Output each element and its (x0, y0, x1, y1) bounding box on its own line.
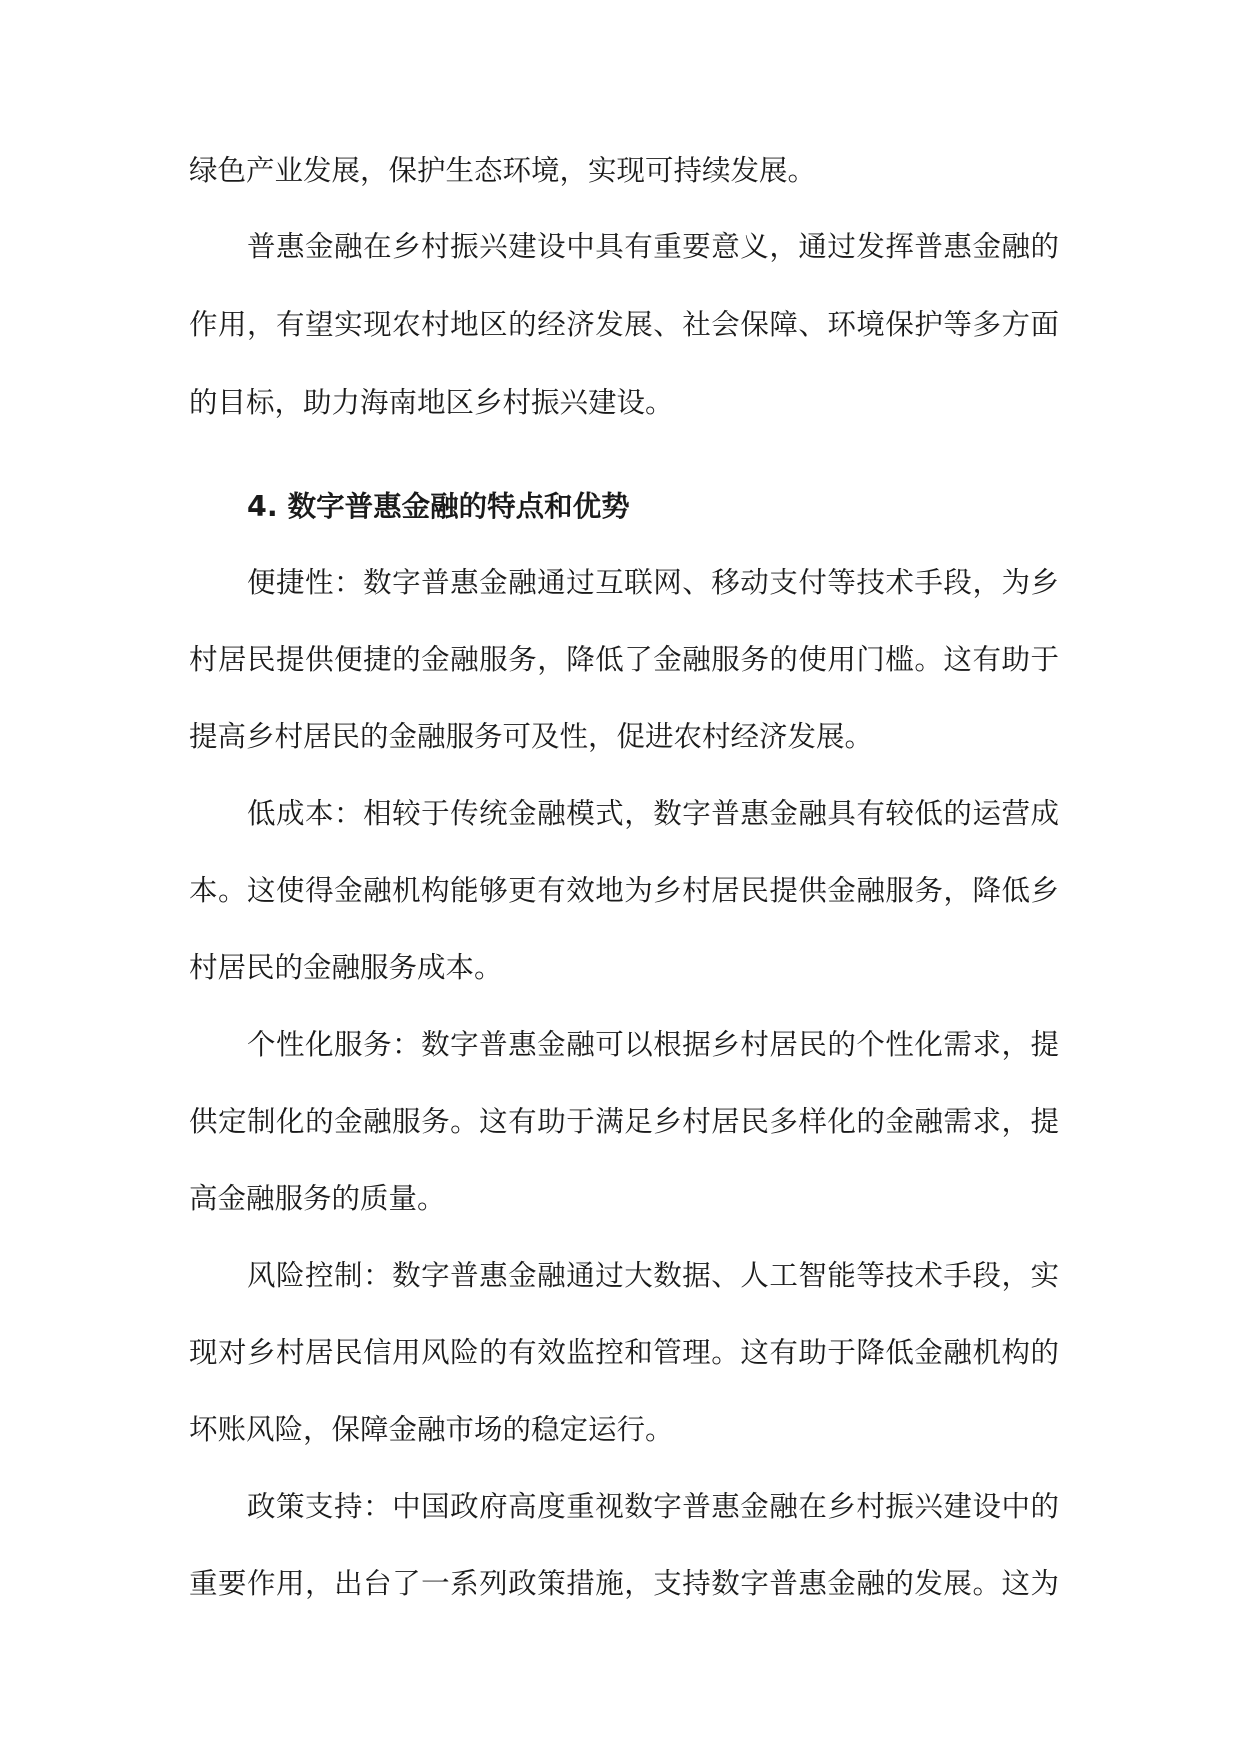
paragraph-line: 坏账风险，保障金融市场的稳定运行。 (189, 1413, 674, 1446)
section-heading: 4. 数字普惠金融的特点和优势 (247, 490, 630, 523)
paragraph-line: 绿色产业发展，保护生态环境，实现可持续发展。 (189, 154, 817, 187)
paragraph-line: 普惠金融在乡村振兴建设中具有重要意义，通过发挥普惠金融的 (247, 230, 1059, 263)
paragraph-line: 村居民提供便捷的金融服务，降低了金融服务的使用门槛。这有助于 (189, 643, 1059, 676)
paragraph-line: 的目标，助力海南地区乡村振兴建设。 (189, 386, 674, 419)
paragraph-line: 提高乡村居民的金融服务可及性，促进农村经济发展。 (189, 720, 874, 753)
paragraph-line: 本。这使得金融机构能够更有效地为乡村居民提供金融服务，降低乡 (189, 874, 1059, 907)
paragraph-line: 个性化服务：数字普惠金融可以根据乡村居民的个性化需求，提 (247, 1028, 1059, 1061)
paragraph-line: 村居民的金融服务成本。 (189, 951, 503, 984)
paragraph-line: 作用，有望实现农村地区的经济发展、社会保障、环境保护等多方面 (189, 308, 1059, 341)
paragraph-line: 重要作用，出台了一系列政策措施，支持数字普惠金融的发展。这为 (189, 1567, 1059, 1600)
paragraph-line: 现对乡村居民信用风险的有效监控和管理。这有助于降低金融机构的 (189, 1336, 1059, 1369)
paragraph-line: 供定制化的金融服务。这有助于满足乡村居民多样化的金融需求，提 (189, 1105, 1059, 1138)
paragraph-line: 风险控制：数字普惠金融通过大数据、人工智能等技术手段，实 (247, 1259, 1059, 1292)
paragraph-line: 高金融服务的质量。 (189, 1182, 446, 1215)
paragraph-line: 便捷性：数字普惠金融通过互联网、移动支付等技术手段，为乡 (247, 566, 1059, 599)
paragraph-line: 政策支持：中国政府高度重视数字普惠金融在乡村振兴建设中的 (247, 1490, 1059, 1523)
paragraph-line: 低成本：相较于传统金融模式，数字普惠金融具有较低的运营成 (247, 797, 1059, 830)
